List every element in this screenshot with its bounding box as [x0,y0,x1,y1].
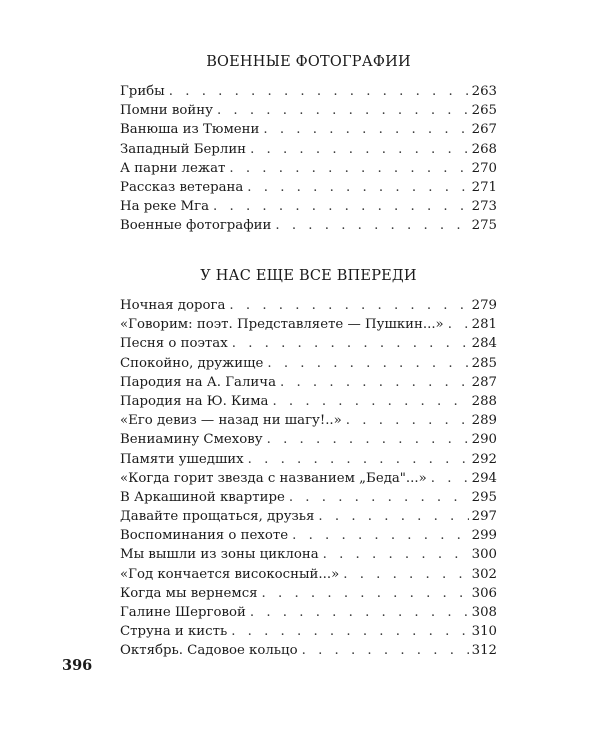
toc-entry [120,471,497,490]
toc-entry [120,336,497,355]
entry-page: 285 [471,355,497,371]
entry-title: Грибы [120,84,165,99]
page-number: 396 [62,657,93,674]
entry-page: 290 [471,432,497,448]
entry-title: «Говорим: поэт. Представляете — Пушкин...» [120,317,444,333]
toc-entry [120,375,497,394]
entry-title: «Когда горит звезда с названием „Беда"...» [120,470,427,486]
toc-list [120,84,497,238]
dot-leader [231,624,468,639]
entry-title: А парни лежат [120,160,226,176]
dot-leader [289,490,469,505]
dot-leader [318,509,468,524]
dot-leader [292,528,468,543]
section-title: ВОЕННЫЕ ФОТОГРАФИИ [206,54,411,70]
dot-leader [213,199,469,214]
dot-leader [217,103,469,118]
entry-page: 308 [471,605,497,620]
toc-entry [120,452,497,471]
entry-title: Пародия на А. Галича [120,374,277,390]
dot-leader [431,471,469,486]
dot-leader [272,394,468,409]
entry-title: Давайте прощаться, друзья [120,509,315,525]
toc-list [120,298,497,663]
entry-title: «Его девиз — назад ни шагу!..» [120,413,342,429]
toc-entry [120,199,497,218]
toc-entry [120,317,497,336]
entry-title: Галине Шерговой [120,605,246,620]
dot-leader [262,586,469,601]
entry-page: 271 [471,179,497,195]
entry-title: Памяти ушедших [120,451,244,467]
toc-entry [120,432,497,451]
entry-title: Струна и кисть [120,624,228,640]
toc-entry [120,547,497,566]
dot-leader [247,180,468,195]
entry-page: 289 [471,413,497,429]
entry-title: На реке Мга [120,199,210,215]
entry-title: Мы вышли из зоны циклона [120,547,319,563]
toc-section-military-photos [120,54,497,238]
toc-entry [120,413,497,432]
entry-page: 265 [471,103,497,119]
entry-page: 273 [471,199,497,215]
toc-section-still-ahead [120,268,497,663]
entry-page: 292 [471,451,497,467]
dot-leader [229,161,468,176]
entry-page: 312 [471,643,497,659]
dot-leader [275,218,468,233]
dot-leader [248,452,469,467]
entry-page: 267 [471,122,497,138]
dot-leader [302,643,469,658]
entry-title: Воспоминания о пехоте [120,528,289,544]
dot-leader [448,317,469,332]
entry-page: 275 [471,218,497,234]
dot-leader [267,432,469,447]
toc-entry [120,586,497,605]
entry-page: 270 [471,160,497,176]
toc-entry [120,509,497,528]
entry-page: 268 [471,141,497,157]
toc-entry [120,394,497,413]
entry-page: 294 [471,470,497,486]
dot-leader [346,413,469,428]
toc-entry [120,142,497,161]
entry-page: 300 [471,547,497,563]
entry-page: 306 [471,585,497,601]
toc-entry [120,84,497,103]
toc-entry [120,298,497,317]
entry-title: Вениамину Смехову [120,432,263,448]
dot-leader [343,567,468,582]
dot-leader [250,605,469,620]
toc-entry [120,122,497,141]
dot-leader [229,298,468,313]
dot-leader [323,547,469,562]
toc-entry [120,180,497,199]
entry-page: 288 [471,393,497,409]
toc-entry [120,567,497,586]
toc-entry [120,643,497,662]
entry-page: 287 [471,374,497,390]
entry-page: 284 [471,336,497,352]
toc-entry [120,624,497,643]
entry-page: 279 [471,298,497,313]
entry-title: «Год кончается високосный...» [120,566,340,582]
entry-page: 302 [471,566,497,582]
toc-entry [120,161,497,180]
entry-title: Помни войну [120,103,213,119]
entry-title: Ночная дорога [120,298,226,313]
toc-entry [120,490,497,509]
toc-entry [120,605,497,624]
entry-page: 297 [471,509,497,525]
dot-leader [263,122,468,137]
toc-entry [120,103,497,122]
dot-leader [280,375,469,390]
toc-entry [120,528,497,547]
entry-title: Когда мы вернемся [120,585,258,601]
entry-page: 310 [471,624,497,640]
entry-title: Военные фотографии [120,218,272,234]
entry-title: Песня о поэтах [120,336,228,352]
dot-leader [267,356,468,371]
entry-title: Спокойно, дружище [120,355,264,371]
entry-title: В Аркашиной квартире [120,489,285,505]
entry-title: Ванюша из Тюмени [120,122,260,138]
entry-title: Рассказ ветерана [120,179,244,195]
entry-page: 295 [471,489,497,505]
entry-title: Западный Берлин [120,141,247,157]
dot-leader [169,84,469,99]
entry-page: 263 [471,84,497,99]
dot-leader [250,142,469,157]
dot-leader [232,336,469,351]
entry-page: 299 [471,528,497,544]
entry-title: Октябрь. Садовое кольцо [120,643,298,659]
toc-entry [120,218,497,237]
entry-title: Пародия на Ю. Кима [120,393,269,409]
section-title: У НАС ЕЩЕ ВСЕ ВПЕРЕДИ [200,268,417,284]
toc-entry [120,356,497,375]
entry-page: 281 [471,317,497,333]
